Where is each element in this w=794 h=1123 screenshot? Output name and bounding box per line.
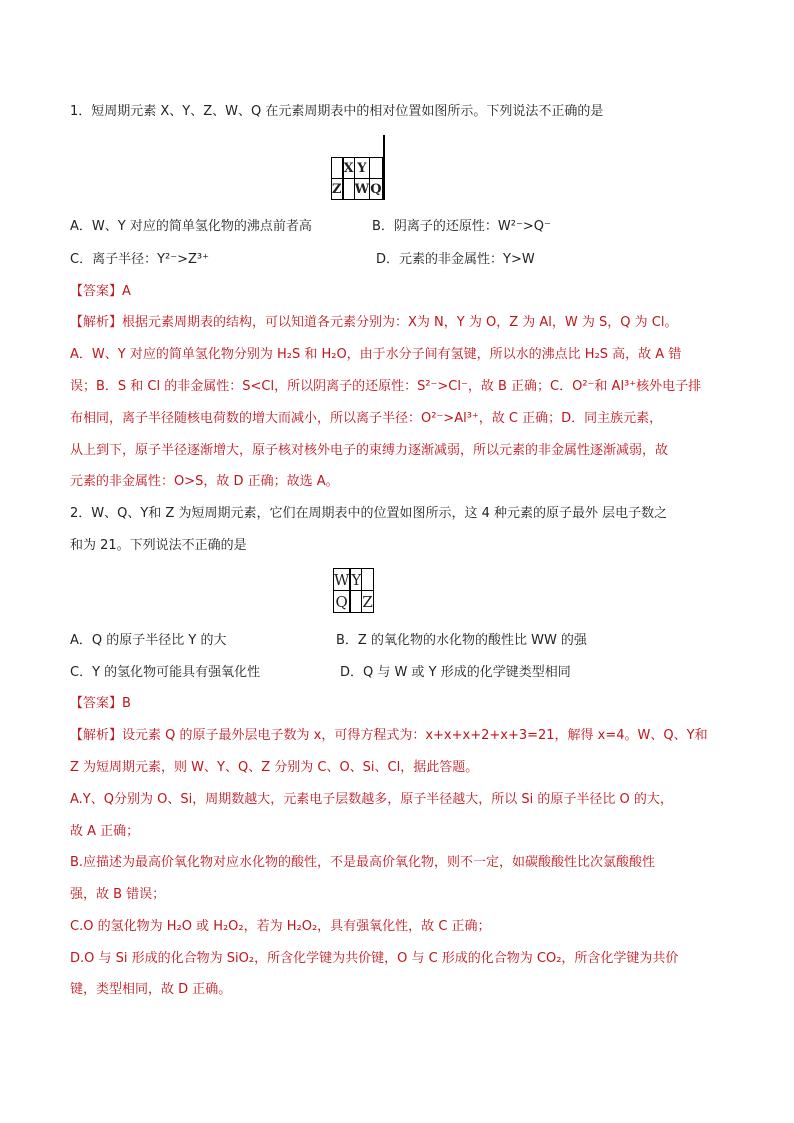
pt-cell [332, 158, 343, 179]
q2-option-c: C．Y 的氢化物可能具有强氧化性 [70, 665, 261, 680]
q1-option-d: D．元素的非金属性：Y>W [376, 252, 535, 267]
pt-cell [351, 591, 362, 613]
q2-answer [70, 695, 131, 713]
q2-analysis-line: 故 A 正确； [70, 824, 140, 839]
analysis-tag: 【解析】 [70, 728, 123, 743]
q2-analysis-line [70, 727, 708, 745]
q2-analysis-line: B.应描述为最高价氧化物对应水化物的酸性，不是最高价氧化物，则不一定，如碳酸酸性比次氯酸酸性 [70, 855, 656, 870]
q2-option-b: B．Z 的氧化物的水化物的酸性比 WW 的强 [336, 633, 587, 648]
q1-analysis-line: 误；B．S 和 Cl 的非金属性：S<Cl，所以阴离子的还原性：S²⁻>Cl⁻，故 B 正确；C．O²⁻和 Al³⁺核外电子排 [70, 379, 702, 394]
q1-analysis-line: 元素的非金属性：O>S，故 D 正确；故选 A。 [70, 474, 339, 489]
q1-option-c: C．离子半径：Y²⁻>Z³⁺ [70, 252, 209, 267]
analysis-text: 根据元素周期表的结构，可以知道各元素分别为：X为 N，Y 为 O，Z 为 Al，W 为 S，Q 为 Cl。 [122, 315, 678, 330]
q1-analysis-line [70, 314, 677, 332]
q2-option-a: A．Q 的原子半径比 Y 的大 [70, 633, 227, 648]
q2-analysis-line: C.O 的氢化物为 H₂O 或 H₂O₂，若为 H₂O₂，具有强氧化性，故 C 正确； [70, 919, 491, 934]
answer-value: A [122, 284, 131, 299]
pt-cell-y: Y [351, 570, 362, 589]
q2-stem: 2．W、Q、Y和 Z 为短周期元素，它们在周期表中的位置如图所示，这 4 种元素的原子最外 层电子数之 [70, 506, 668, 521]
q1-analysis-line: A．W、Y 对应的简单氢化物分别为 H₂S 和 H₂O，由于水分子间有氢键，所以水的沸点比 H₂S 高，故 A 错 [70, 347, 682, 362]
q2-stem: 和为 21。下列说法不正确的是 [70, 538, 247, 553]
q1-answer [70, 283, 131, 301]
answer-tag: 【答案】 [70, 284, 123, 299]
q1-option-a: A．W、Y 对应的简单氢化物的沸点前者高 [70, 219, 312, 234]
q1-analysis-line: 从上到下，原子半径逐渐增大，原子核对核外电子的束缚力逐渐减弱，所以元素的非金属性逐渐减弱，故 [70, 443, 669, 458]
pt-cell-y: Y [354, 158, 370, 179]
pt-cell-x: X [343, 158, 354, 179]
pt-cell-q: Q [334, 591, 350, 613]
q1-option-b: B．阴离子的还原性：W²⁻>Q⁻ [372, 219, 551, 234]
q2-option-d: D．Q 与 W 或 Y 形成的化学键类型相同 [340, 665, 571, 680]
q2-analysis-line: A.Y、Q分别为 O、Si，周期数越大，元素电子层数越多，原子半径越大，所以 Si 的原子半径比 O 的大， [70, 792, 673, 807]
pt-cell [383, 158, 384, 179]
analysis-text: 设元素 Q 的原子最外层电子数为 x，可得方程式为：x+x+x+2+x+3=21，解得 x=4。W、Q、Y和 [122, 728, 708, 743]
pt-cell [383, 179, 384, 200]
pt-cell [370, 158, 382, 179]
pt-cell-w: W [354, 179, 370, 200]
answer-tag: 【答案】 [70, 696, 123, 711]
q1-stem: 1．短周期元素 X、Y、Z、W、Q 在元素周期表中的相对位置如图所示。下列说法不正确的是 [70, 104, 604, 119]
q2-analysis-line: Z 为短周期元素，则 W、Y、Q、Z 分别为 C、O、Si、Cl，据此答题。 [70, 760, 479, 775]
pt-cell-z: Z [362, 592, 373, 611]
pt-cell [343, 179, 354, 200]
q2-analysis-line: D.O 与 Si 形成的化合物为 SiO₂，所含化学键为共价键，O 与 C 形成的化合物为 CO₂，所含化学键为共价 [70, 951, 679, 966]
pt-cell-z: Z [332, 179, 343, 200]
analysis-tag: 【解析】 [70, 315, 123, 330]
q1-analysis-line: 布相同，离子半径随核电荷数的增大而减小，所以离子半径：O²⁻>Al³⁺，故 C 正确；D．同主族元素， [70, 411, 663, 426]
pt-cell [362, 569, 373, 591]
pt-cell-q: Q [370, 179, 382, 200]
q2-analysis-line: 强，故 B 错误； [70, 887, 166, 902]
q2-analysis-line: 键，类型相同，故 D 正确。 [70, 982, 232, 997]
pt-cell-w: W [334, 570, 350, 589]
answer-value: B [122, 696, 131, 711]
pt-cell [383, 136, 384, 158]
